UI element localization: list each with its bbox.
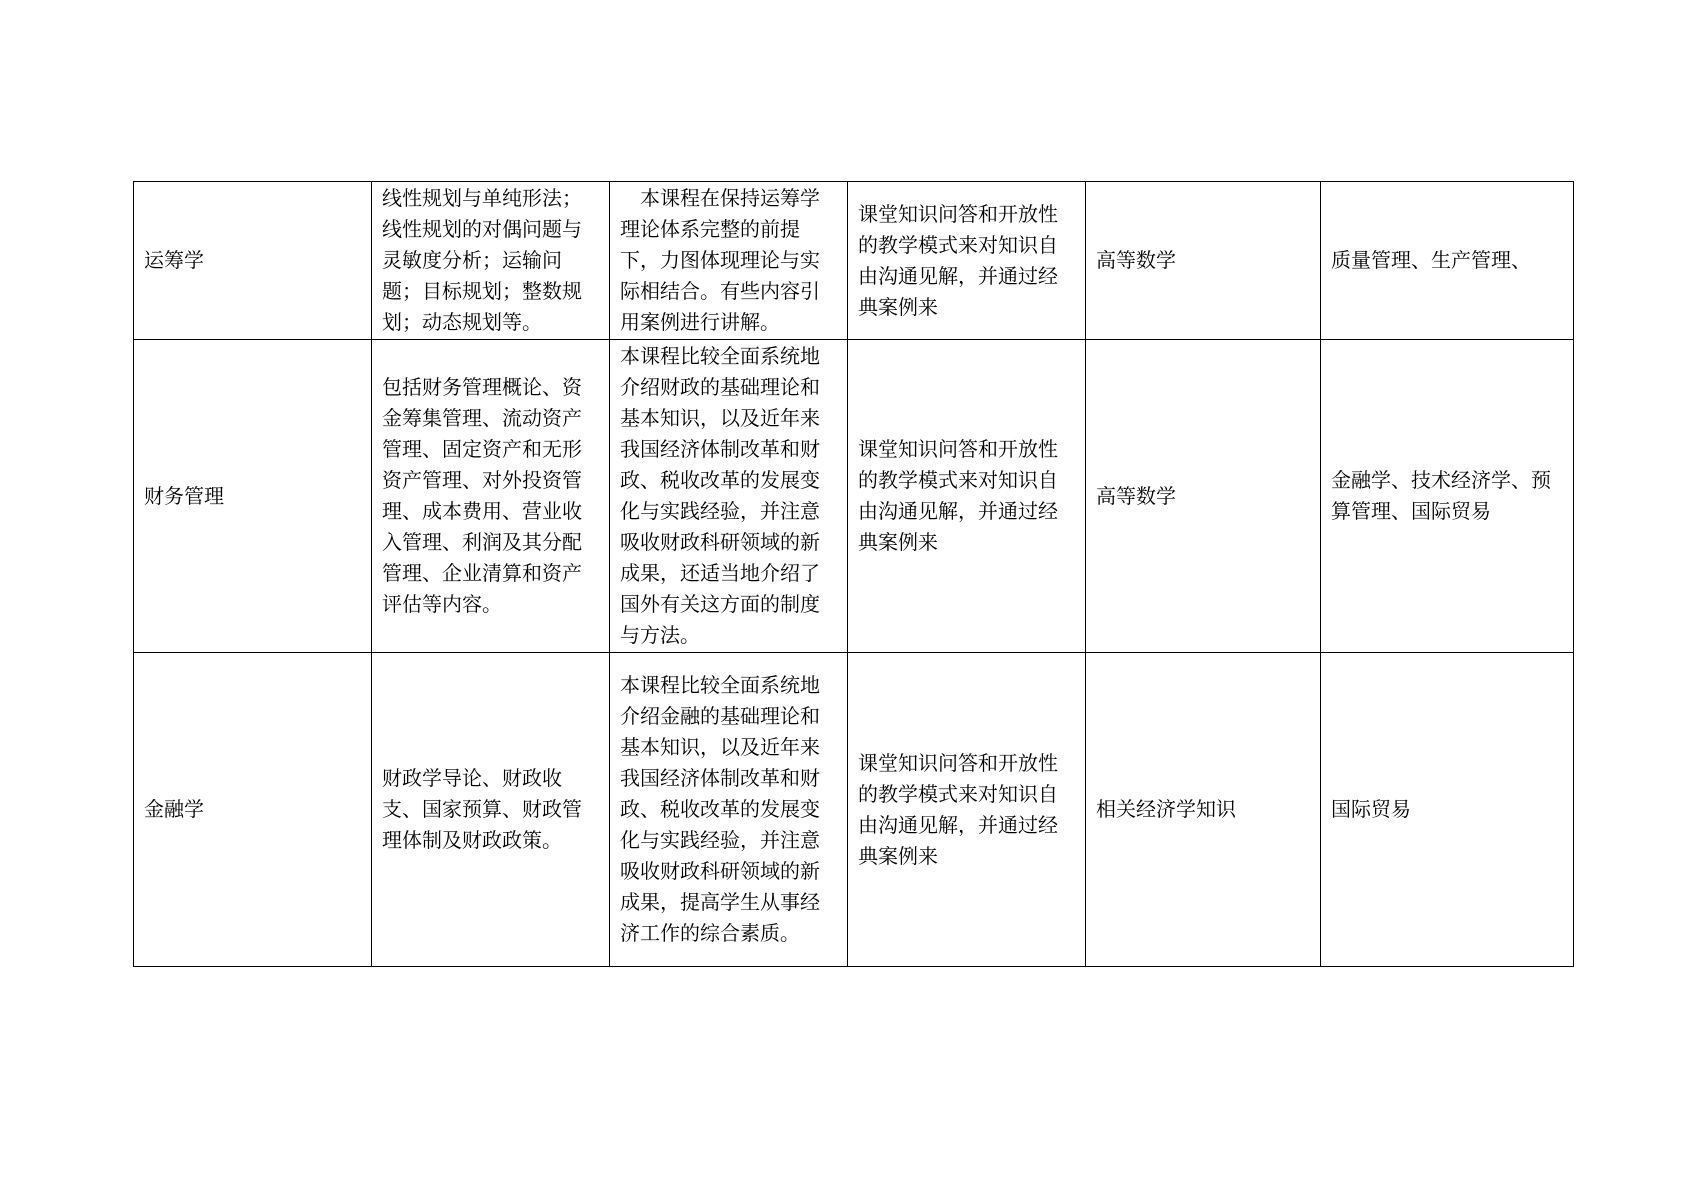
course-name: 财务管理 bbox=[144, 483, 224, 508]
prerequisite-cell bbox=[1086, 653, 1321, 967]
course-name-cell bbox=[134, 653, 372, 967]
course-description: 本课程在保持运筹学理论体系完整的前提下，力图体现理论与实际相结合。有些内容引用案例进行讲解。 bbox=[620, 186, 820, 334]
course-description: 本课程比较全面系统地介绍金融的基础理论和基本知识，以及近年来我国经济体制改革和财政、税收改革的发展变化与实践经验，并注意吸收财政科研领域的新成果，提高学生从事经济工作的综合素质。 bbox=[620, 673, 820, 945]
followup-cell bbox=[1321, 653, 1574, 967]
teaching-method-cell bbox=[848, 182, 1086, 340]
prerequisite-cell bbox=[1086, 340, 1321, 653]
course-content-cell bbox=[372, 340, 610, 653]
course-name: 金融学 bbox=[144, 797, 204, 821]
prerequisite-course: 相关经济学知识 bbox=[1096, 797, 1236, 821]
course-name: 运筹学 bbox=[144, 248, 204, 272]
course-description: 本课程比较全面系统地介绍财政的基础理论和基本知识，以及近年来我国经济体制改革和财政、税收改革的发展变化与实践经验，并注意吸收财政科研领域的新成果，还适当地介绍了国外有关这方面的制度与方法。 bbox=[620, 344, 820, 647]
course-name-cell bbox=[134, 340, 372, 653]
course-table bbox=[133, 181, 1574, 967]
followup-course: 国际贸易 bbox=[1331, 797, 1411, 821]
course-description-cell bbox=[610, 653, 848, 967]
table-row-operations-research bbox=[134, 182, 1574, 340]
course-description-cell bbox=[610, 340, 848, 653]
teaching-method-cell bbox=[848, 653, 1086, 967]
teaching-method: 课堂知识问答和开放性的教学模式来对知识自由沟通见解，并通过经典案例来 bbox=[858, 201, 1058, 319]
prerequisite-cell bbox=[1086, 182, 1321, 340]
prerequisite-course: 高等数学 bbox=[1096, 248, 1176, 272]
followup-course: 质量管理、生产管理、 bbox=[1331, 248, 1531, 272]
course-content: 包括财务管理概论、资金筹集管理、流动资产管理、固定资产和无形资产管理、对外投资管理、成本费用、营业收入管理、利润及其分配管理、企业清算和资产评估等内容。 bbox=[382, 375, 582, 616]
followup-cell bbox=[1321, 182, 1574, 340]
course-content-cell bbox=[372, 182, 610, 340]
course-content: 财政学导论、财政收支、国家预算、财政管理体制及财政政策。 bbox=[382, 766, 582, 852]
course-description-cell bbox=[610, 182, 848, 340]
teaching-method-cell bbox=[848, 340, 1086, 653]
table-row-finance bbox=[134, 653, 1574, 967]
followup-course: 金融学、技术经济学、预算管理、国际贸易 bbox=[1331, 468, 1551, 523]
table-row-financial-management bbox=[134, 340, 1574, 653]
course-name-cell bbox=[134, 182, 372, 340]
course-content: 线性规划与单纯形法；线性规划的对偶问题与灵敏度分析；运输问题；目标规划；整数规划；动态规划等。 bbox=[382, 186, 582, 334]
teaching-method: 课堂知识问答和开放性的教学模式来对知识自由沟通见解，并通过经典案例来 bbox=[858, 437, 1058, 554]
course-content-cell bbox=[372, 653, 610, 967]
prerequisite-course: 高等数学 bbox=[1096, 483, 1176, 508]
teaching-method: 课堂知识问答和开放性的教学模式来对知识自由沟通见解，并通过经典案例来 bbox=[858, 750, 1058, 868]
followup-cell bbox=[1321, 340, 1574, 653]
